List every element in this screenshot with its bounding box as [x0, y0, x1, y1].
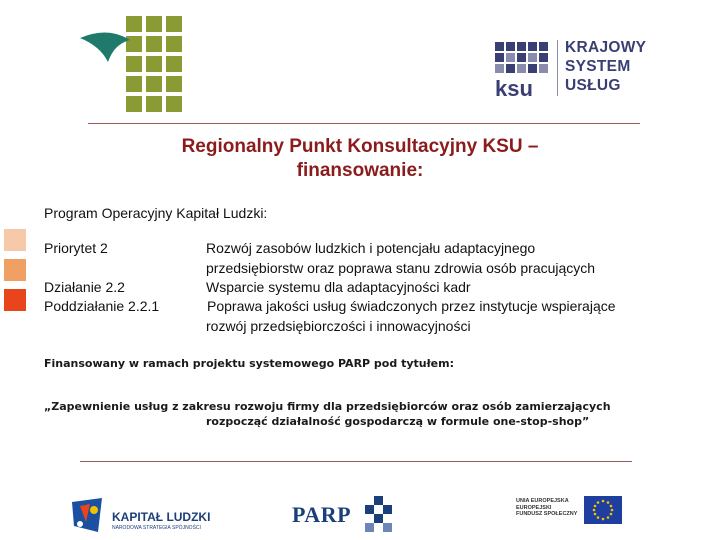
eu-efs-logo [516, 494, 624, 530]
eu-line-2: EUROPEJSKI [516, 504, 552, 511]
kapital-ludzki-grid-logo [78, 14, 188, 114]
slide-title [60, 135, 660, 183]
top-divider [88, 123, 640, 124]
kapital-ludzki-star-icon [68, 496, 108, 536]
subaction-text-2: rozwój przedsiębiorczości i innowacyjności [206, 318, 471, 334]
parp-logo [292, 496, 404, 532]
title-line-2: finansowanie: [296, 160, 424, 181]
parp-text: PARP [292, 502, 352, 527]
kapital-ludzki-logo [68, 496, 218, 536]
action-label: Działanie 2.2 [44, 279, 125, 295]
program-label: Program Operacyjny Kapitał Ludzki: [44, 205, 268, 221]
decor-square-2 [4, 259, 26, 281]
title-line-1: Regionalny Punkt Konsultacyjny KSU – [181, 136, 539, 157]
decor-square-1 [4, 229, 26, 251]
kapital-ludzki-subtitle: NARODOWA STRATEGIA SPÓJNOŚCI [112, 525, 201, 531]
priority-label: Priorytet 2 [44, 240, 108, 256]
project-quote-line-2: rozpocząć działalność gospodarczą w formule one-stop-shop” [206, 415, 590, 428]
financed-label: Finansowany w ramach projektu systemowego PARP pod tytułem: [44, 357, 454, 370]
ksu-separator [557, 40, 558, 96]
parp-mark-icon [360, 496, 400, 532]
ksu-mark-text: ksu [495, 76, 533, 100]
decor-square-3 [4, 289, 26, 311]
priority-text-2: przedsiębiorstw oraz poprawa stanu zdrowia osób pracujących [206, 260, 596, 276]
eu-text [516, 498, 577, 518]
subaction-label: Poddziałanie 2.2.1 [44, 298, 160, 314]
eu-line-1: UNIA EUROPEJSKA [516, 498, 569, 504]
subaction-text-1: Poprawa jakości usług świadczonych przez instytucje wspierające [207, 298, 616, 314]
action-text: Wsparcie systemu dla adaptacyjności kadr [206, 279, 471, 295]
eu-flag-icon [584, 496, 622, 524]
project-quote-line-1: „Zapewnienie usług z zakresu rozwoju firmy dla przedsiębiorców oraz osób zamierzających [44, 400, 611, 413]
ksu-line-3: USŁUG [565, 77, 621, 94]
bottom-divider [80, 461, 632, 462]
ksu-line-2: SYSTEM [565, 58, 631, 75]
kapital-ludzki-title: KAPITAŁ LUDZKI [112, 510, 211, 524]
ksu-line-1: KRAJOWY [565, 39, 647, 56]
priority-text-1: Rozwój zasobów ludzkich i potencjału adaptacyjnego [206, 240, 536, 256]
eu-line-3: FUNDUSZ SPOŁECZNY [516, 511, 578, 517]
ksu-wordmark [565, 38, 646, 95]
ksu-logo [495, 36, 655, 100]
ksu-mark-icon [495, 36, 553, 100]
